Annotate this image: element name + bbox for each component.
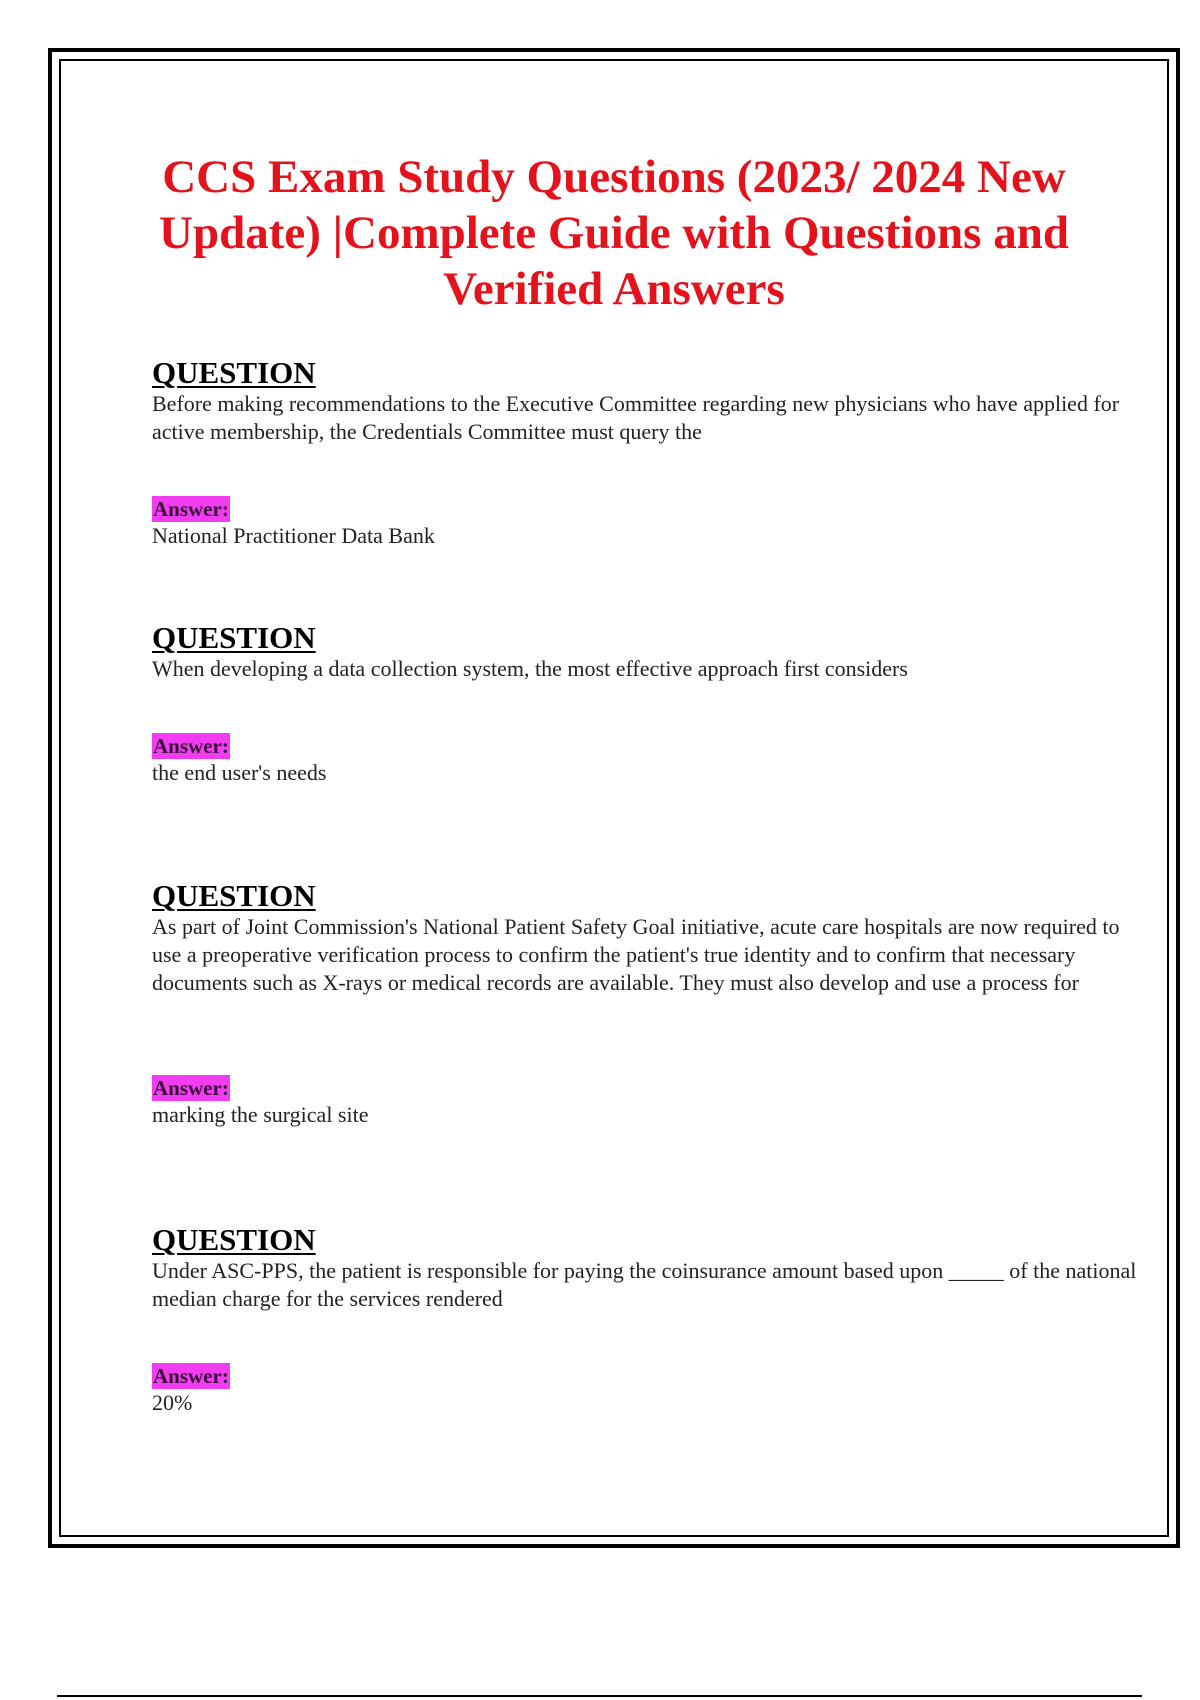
question-text: Before making recommendations to the Executive Committee regarding new physicians who have applied for active membership, the Credentials Committee must query the xyxy=(152,391,1120,444)
question-text: Under ASC-PPS, the patient is responsible for paying the coinsurance amount based upon _____ of the national median charge for the services rendered xyxy=(152,1258,1137,1311)
qa-item xyxy=(152,879,1142,1223)
page-bottom-rule xyxy=(57,1695,1142,1697)
question-heading: QUESTION xyxy=(152,355,316,390)
question-text: As part of Joint Commission's National Patient Safety Goal initiative, acute care hospitals are now required to use a preoperative verification process to confirm the patient's true identity and to confirm that necessary documents such as X-rays or medical records are available. They must also develop and use a process for xyxy=(152,914,1120,995)
document-title: CCS Exam Study Questions (2023/ 2024 New Update) |Complete Guide with Questions and Verified Answers xyxy=(159,151,1069,315)
answer-label: Answer: xyxy=(153,497,229,521)
question-heading: QUESTION xyxy=(152,620,316,655)
page-border-outer xyxy=(48,48,1180,1548)
answer-text: National Practitioner Data Bank xyxy=(152,523,435,548)
qa-item xyxy=(152,621,1142,879)
question-text: When developing a data collection system, the most effective approach first considers xyxy=(152,656,908,681)
answer-label: Answer: xyxy=(153,1076,229,1100)
question-heading: QUESTION xyxy=(152,1222,316,1257)
page-border-inner xyxy=(59,59,1169,1537)
answer-text: marking the surgical site xyxy=(152,1102,369,1127)
answer-text: the end user's needs xyxy=(152,760,327,785)
answer-text: 20% xyxy=(152,1390,193,1415)
qa-item xyxy=(152,356,1142,621)
answer-label: Answer: xyxy=(153,1364,229,1388)
qa-list xyxy=(152,356,1142,1423)
question-heading: QUESTION xyxy=(152,878,316,913)
qa-item xyxy=(152,1223,1142,1423)
answer-label: Answer: xyxy=(153,734,229,758)
